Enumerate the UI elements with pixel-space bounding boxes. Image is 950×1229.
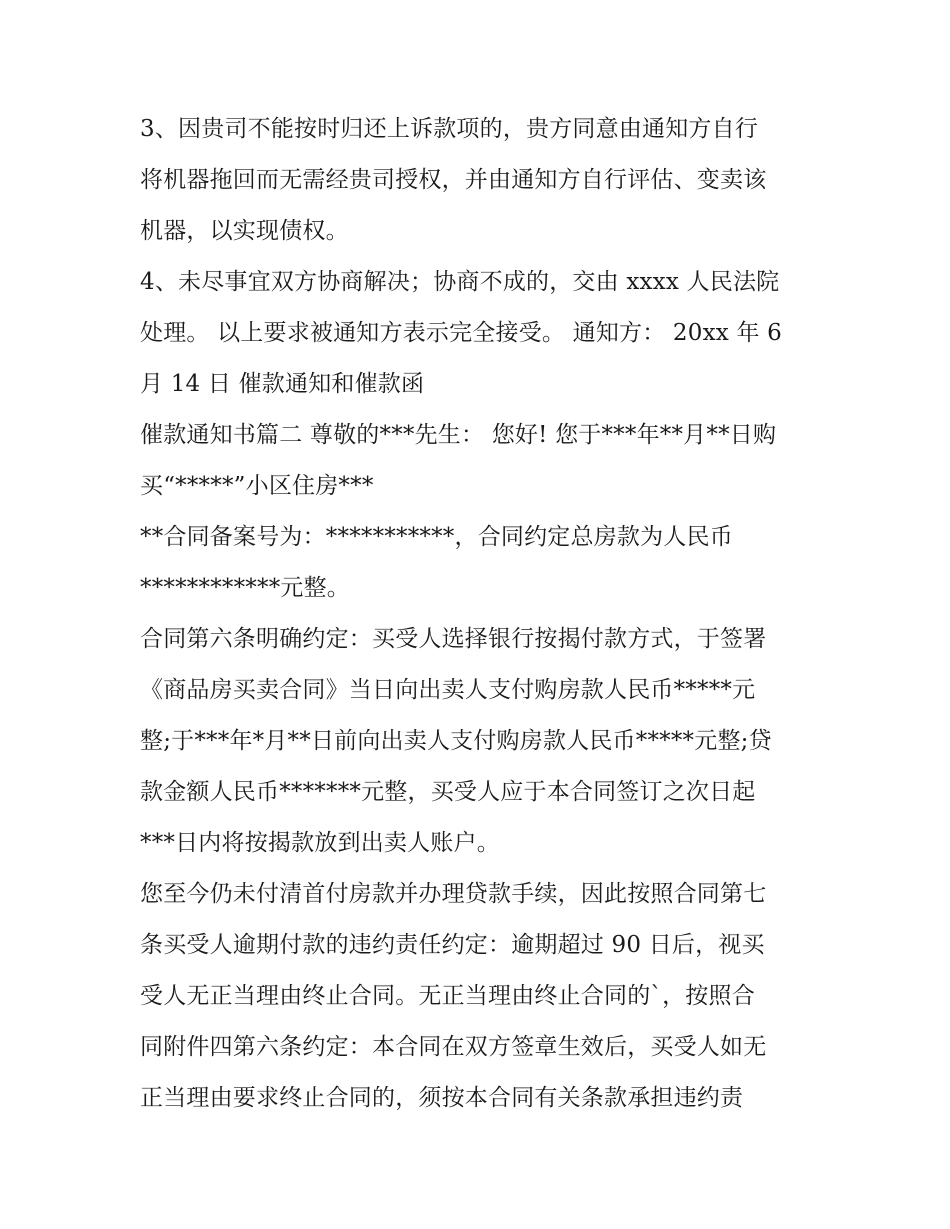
text-line: 受人无正当理由终止合同。无正当理由终止合同的`，按照合 [140, 983, 755, 1009]
text-line: 条买受人逾期付款的违约责任约定：逾期超过 90 日后，视买 [140, 932, 765, 958]
text-line: 您至今仍未付清首付房款并办理贷款手续，因此按照合同第七 [140, 881, 767, 907]
text-line: 将机器拖回而无需经贵司授权，并由通知方自行评估、变卖该 [140, 167, 767, 193]
document-body [140, 104, 830, 1124]
text-line: 款金额人民币*******元整，买受人应于本合同签订之次日起 [140, 779, 756, 805]
text-line: 合同第六条明确约定：买受人选择银行按揭付款方式，于签署 [140, 626, 767, 652]
text-line: 催款通知书篇二 尊敬的***先生： 您好! 您于***年**月**日购 [140, 422, 777, 448]
text-line: 月 14 日 催款通知和催款函 [140, 371, 425, 397]
text-line: 正当理由要求终止合同的，须按本合同有关条款承担违约责 [140, 1085, 744, 1111]
text-line: ************元整。 [140, 575, 350, 601]
text-line: 机器，以实现债权。 [140, 218, 349, 244]
text-line: 《商品房买卖合同》当日向出卖人支付购房款人民币*****元 [140, 677, 756, 703]
text-line: 3、因贵司不能按时归还上诉款项的，贵方同意由通知方自行 [140, 116, 759, 142]
text-line: 整;于***年*月**日前向出卖人支付购房款人民币*****元整;贷 [140, 728, 772, 754]
text-line: 同附件四第六条约定：本合同在双方签章生效后，买受人如无 [140, 1034, 767, 1060]
text-line: 处理。 以上要求被通知方表示完全接受。 通知方： 20xx 年 6 [140, 320, 782, 346]
text-line: **合同备案号为：***********，合同约定总房款为人民币 [140, 524, 733, 550]
text-line: 4、未尽事宜双方协商解决；协商不成的，交由 xxxx 人民法院 [140, 269, 780, 295]
text-line: 买“*****”小区住房*** [140, 473, 374, 499]
text-line: ***日内将按揭款放到出卖人账户。 [140, 830, 500, 856]
